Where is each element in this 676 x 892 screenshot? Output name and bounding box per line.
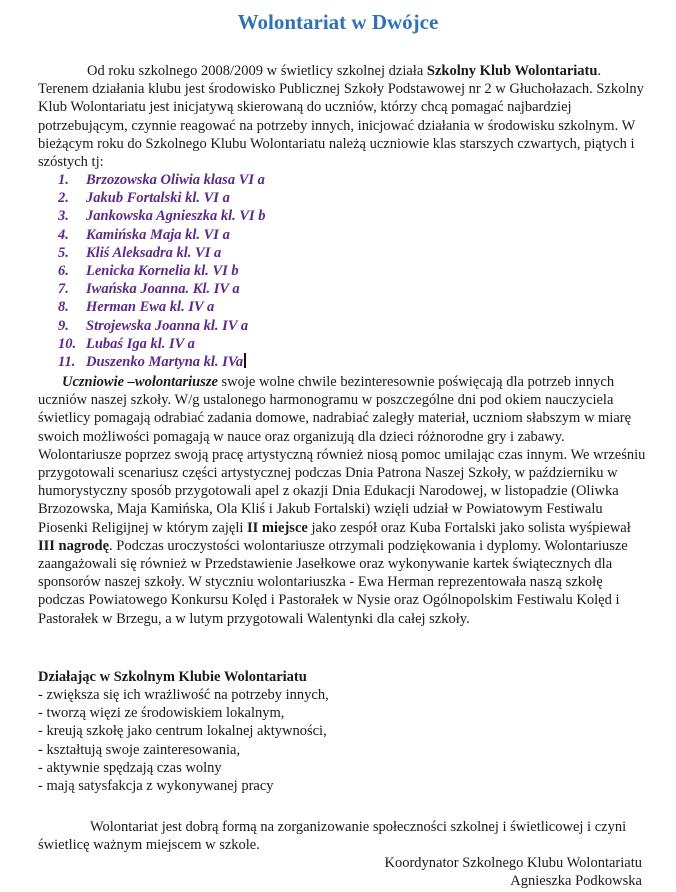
activities-paragraph: Uczniowie –wolontariusze swoje wolne chwile bezinteresownie poświęcają dla potrzeb innych uczniów naszej szkoły. W/g ustalonego harmonogramu w poszczególne dni pod okiem nauczyciela świetlicy pomagają odrabiać zadania domowe, nadrabiać zaległy materiał, uczniom słabszym w miarę swoich możliwości pomagają w nauce oraz organizują dla dzieci różnorodne gry i zabawy. Wolontariusze poprzez swoją pracę artystyczną również niosą pomoc umilając czas innym. We wrześniu przygotowali scenariusz części artystycznej podczas Dnia Patrona Naszej Szkoły, w październiku w humorystyczny sposób przygotowali apel z okazji Dnia Edukacji Narodowej, w listopadzie (Oliwka Brzozowska, Maja Kamińska, Ola Kliś i Jakub Fortalski) wzięli udział w Powiatowym Festiwalu Piosenki Religijnej w którym zajęli II miejsce jako zespół oraz Kuba Fortalski jako solista wyśpiewał III nagrodę. Podczas uroczystości wolontariusze otrzymali podziękowania i dyplomy. Wolontariusze zaangażowali się również w Przedstawienie Jasełkowe oraz wykonywanie kartek świątecznych dla sponsorów naszej szkoły. W styczniu wolontariuszka - Ewa Herman reprezentowała naszą szkołę podczas Powiatowego Konkursu Kolęd i Pastorałek w Nysie oraz Ogólnopolskim Festiwalu Kolęd i Pastorałek w Brzegu, a w lutym przygotowali Walentynki dla całej szkoły. bbox=[38, 374, 646, 627]
list-item: 11. Duszenko Martyna kl. IVa bbox=[58, 353, 618, 371]
list-item: 4. Kamińska Maja kl. VI a bbox=[58, 226, 230, 243]
list-item: 8. Herman Ewa kl. IV a bbox=[58, 299, 215, 316]
intro-paragraph bbox=[38, 62, 646, 171]
award-third-prize: III nagrodę bbox=[38, 537, 110, 554]
list-item: - mają satysfakcja z wykonywanej pracy bbox=[38, 777, 274, 794]
list-item: - kształtują swoje zainteresowania, bbox=[38, 741, 241, 758]
closing-paragraph: Wolontariat jest dobrą formą na zorganizowanie społeczności szkolnej i świetlicowej i czyni świetlicę ważnym miejscem w szkole. bbox=[38, 819, 627, 854]
list-item: 10. Lubaś Iga kl. IV a bbox=[58, 335, 195, 352]
intro-text-2: . Terenem działania klubu jest środowisko Publicznej Szkoły Podstawowej nr 2 w Głuchołazach. Szkolny Klub Wolontariatu jest inicjatywą skierowaną do uczniów, którzy chcą pomagać najbardziej potrzebującym, czynnie reagować na potrzeby innych, inicjować działania w środowisku szkolnym. W bieżącym roku do Szkolnego Klubu Wolontariatu należą uczniowie klas starszych czwartych, piątych i szóstych tj: bbox=[38, 63, 644, 171]
list-item: - zwiększa się ich wrażliwość na potrzeby innych, bbox=[38, 687, 329, 703]
effects-heading: Działając w Szkolnym Klubie Wolontariatu bbox=[38, 669, 307, 685]
volunteers-lead: Uczniowie –wolontariusze bbox=[62, 374, 218, 390]
list-item: 1. Brzozowska Oliwia klasa VI a bbox=[58, 172, 265, 188]
list-item: 2. Jakub Fortalski kl. VI a bbox=[58, 190, 230, 207]
document-title: Wolontariat w Dwójce bbox=[237, 10, 439, 34]
list-item: 7. Iwańska Joanna. Kl. IV a bbox=[58, 281, 240, 298]
text-cursor[interactable] bbox=[244, 353, 246, 368]
signature-name: Agnieszka Podkowska bbox=[510, 873, 642, 889]
list-item: 9. Strojewska Joanna kl. IV a bbox=[58, 317, 249, 334]
list-item: - tworzą więzi ze środowiskiem lokalnym, bbox=[38, 705, 285, 722]
list-item: - aktywnie spędzają czas wolny bbox=[38, 759, 222, 776]
intro-text-1: Od roku szkolnego 2008/2009 w świetlicy szkolnej działa bbox=[87, 63, 427, 79]
award-second-place: II miejsce bbox=[247, 519, 308, 536]
club-name: Szkolny Klub Wolontariatu bbox=[426, 63, 598, 79]
list-item: 6. Lenicka Kornelia kl. VI b bbox=[58, 262, 239, 279]
list-item: 5. Kliś Aleksadra kl. VI a bbox=[58, 244, 222, 261]
list-item: - kreują szkołę jako centrum lokalnej aktywności, bbox=[38, 723, 327, 740]
list-item: 3. Jankowska Agnieszka kl. VI b bbox=[58, 208, 266, 225]
effects-list bbox=[38, 686, 329, 795]
student-list bbox=[58, 171, 618, 371]
signature-role: Koordynator Szkolnego Klubu Wolontariatu bbox=[384, 855, 642, 871]
